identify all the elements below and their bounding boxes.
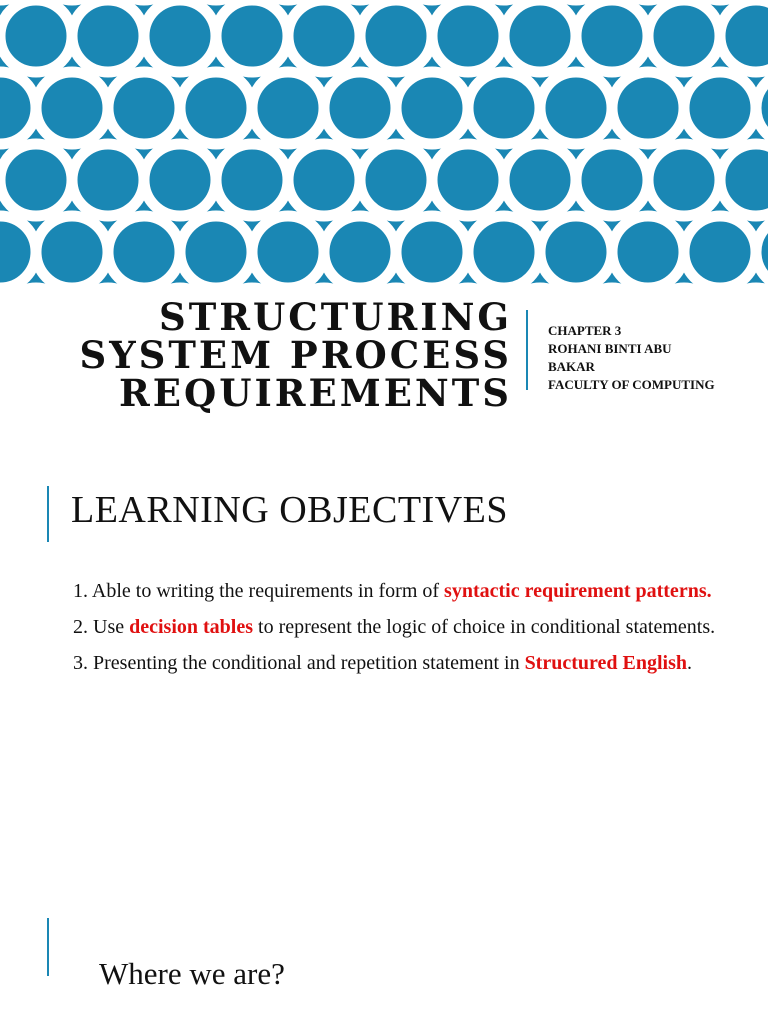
author-line: ROHANI BINTI ABU (548, 341, 672, 356)
objective-item: 2. Use decision tables to represent the logic of choice in conditional statements. (73, 616, 716, 638)
heading-accent-bar (47, 486, 49, 542)
where-we-are-heading: Where we are? (99, 956, 285, 991)
author-line: BAKAR (548, 359, 595, 374)
objectives-list (73, 579, 723, 687)
objective-item: 1. Able to writing the requirements in form of syntactic requirement patterns. (73, 580, 712, 602)
faculty-label: FACULTY OF COMPUTING (548, 377, 715, 392)
title-line: REQUIREMENTS (119, 371, 512, 415)
highlighted-term: syntactic requirement patterns. (444, 580, 712, 602)
title-divider (526, 310, 528, 390)
presentation-title (0, 295, 512, 415)
objective-item: 3. Presenting the conditional and repetition statement in Structured English. (73, 652, 693, 674)
title-line: STRUCTURING (159, 295, 512, 339)
title-line: SYSTEM PROCESS (79, 333, 512, 377)
presentation-info (548, 322, 758, 394)
decorative-pattern-banner (0, 0, 768, 288)
highlighted-term: Structured English (524, 652, 688, 674)
highlighted-term: decision tables (129, 616, 254, 638)
chapter-label: CHAPTER 3 (548, 323, 622, 338)
circle-lattice-pattern (0, 0, 768, 288)
heading-accent-bar (47, 918, 49, 976)
learning-objectives-heading: LEARNING OBJECTIVES (71, 489, 508, 531)
